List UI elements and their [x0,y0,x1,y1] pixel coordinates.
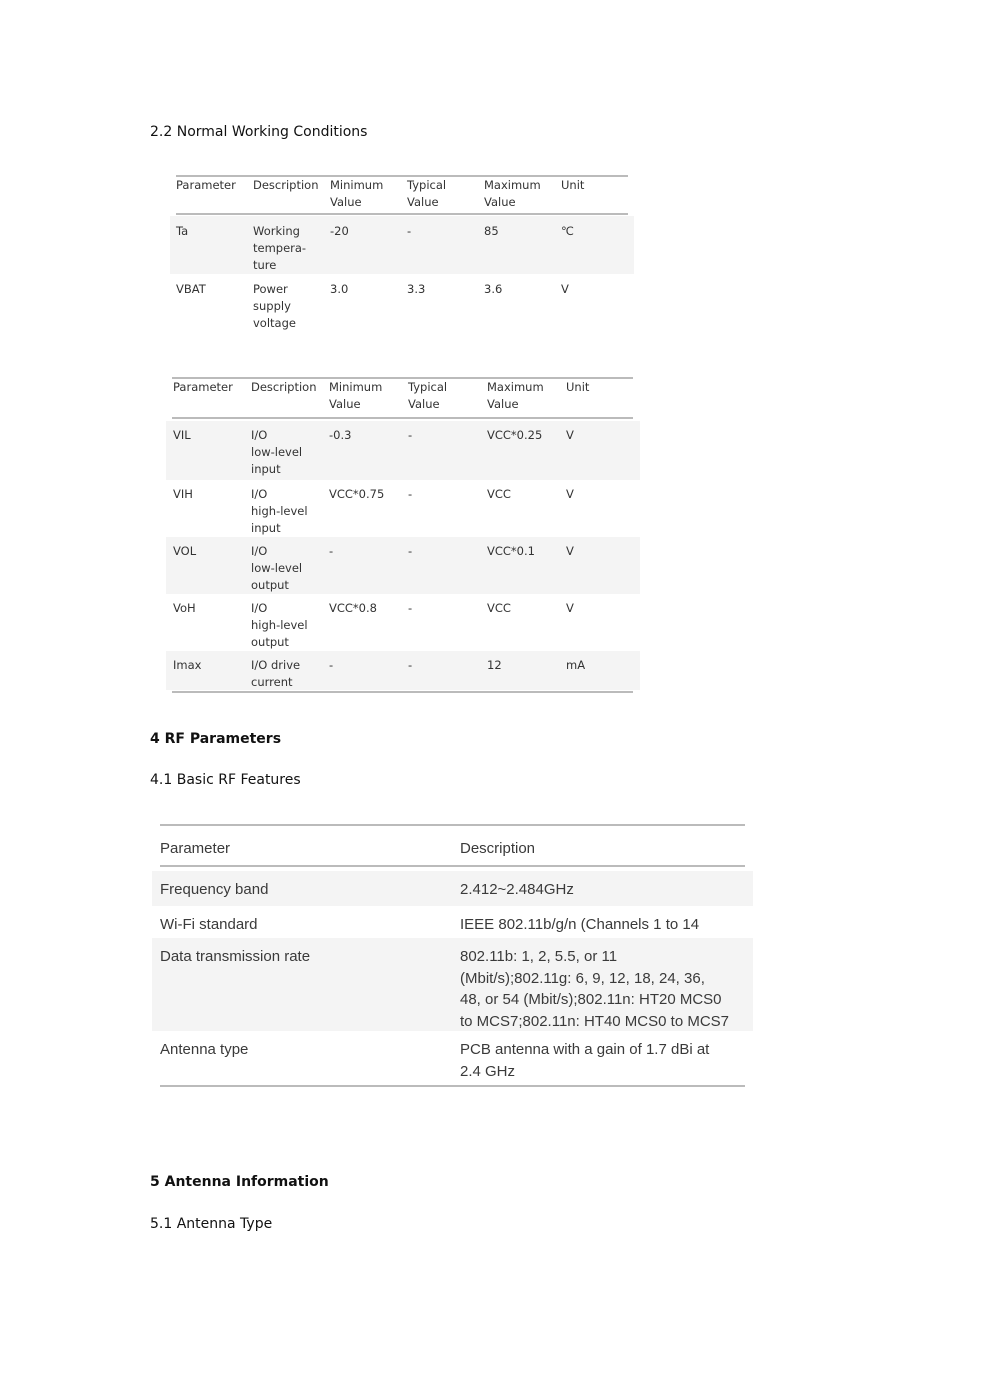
header-cell: Description [460,840,536,857]
table-cell: VCC*0.8 [329,601,377,615]
table-cell: VCC*0.1 [487,544,535,558]
table-cell: VOL [173,544,197,558]
table-cell: Wi-Fi standard [160,916,258,933]
section-heading-4-1: 4.1 Basic RF Features [150,772,301,788]
table-cell: VIL [173,428,191,442]
table-cell: - [329,544,334,558]
table-cell: - [408,428,413,442]
table-cell: ℃ [561,224,574,238]
table-cell: Frequency band [160,881,269,898]
table-bottom-rule [160,1085,745,1087]
section-heading-2-2: 2.2 Normal Working Conditions [150,124,368,140]
table-cell: Power supply voltage [253,282,296,330]
table-cell: VCC [487,487,511,501]
header-cell: Parameter [173,380,233,394]
table-cell: I/O drive current [251,658,301,689]
table-cell: 2.412~2.484GHz [460,881,574,898]
table-cell: VBAT [176,282,206,296]
table-cell: 85 [484,224,499,238]
table-cell: VCC*0.25 [487,428,543,442]
table-cell: VIH [173,487,193,501]
table-cell: - [407,224,412,238]
table-cell: Data transmission rate [160,948,311,965]
table-cell: I/O low-level output [251,544,303,592]
table-cell: 3.3 [407,282,426,296]
table-cell: -0.3 [329,428,352,442]
header-cell: Minimum Value [330,178,384,209]
table-cell: I/O low-level input [251,428,303,476]
table-cell: Working tempera- ture [253,224,307,272]
table-cell: Imax [173,658,202,672]
table-cell: 3.0 [330,282,349,296]
section-heading-5: 5 Antenna Information [150,1174,329,1190]
table-cell: I/O high-level input [251,487,308,535]
table-cell: IEEE 802.11b/g/n (Channels 1 to 14 [460,916,700,933]
table-cell: VCC*0.75 [329,487,385,501]
table-cell: 12 [487,658,502,672]
table-cell: PCB antenna with a gain of 1.7 dBi at 2.4 GHz [460,1041,710,1080]
table-cell: - [408,487,413,501]
header-cell: Typical Value [407,178,447,209]
header-cell: Typical Value [408,380,448,411]
header-cell: Maximum Value [484,178,541,209]
table-cell: V [566,544,574,558]
table-cell: Ta [176,224,189,238]
table-cell: - [408,658,413,672]
header-cell: Minimum Value [329,380,383,411]
section-heading-4: 4 RF Parameters [150,731,282,747]
table-cell: 802.11b: 1, 2, 5.5, or 11 (Mbit/s);802.11g: 6, 9, 12, 18, 24, 36, 48, or 54 (Mbit/s);802.11n: HT20 MCS0 to MCS7;802.11n: HT40 MCS0 to MCS7 [460,948,730,1030]
header-cell: Unit [566,380,590,394]
table-cell: V [566,601,574,615]
table-cell: - [408,544,413,558]
table-cell: Antenna type [160,1041,249,1058]
table-cell: V [566,487,574,501]
table-cell: VCC [487,601,511,615]
table-header-rule [160,865,745,867]
header-cell: Maximum Value [487,380,544,411]
table-cell: I/O high-level output [251,601,308,649]
table-cell: mA [566,658,586,672]
header-cell: Description [251,380,317,394]
table-top-rule [160,824,745,826]
header-cell: Parameter [160,840,231,857]
table-cell: V [561,282,569,296]
header-cell: Parameter [176,178,236,192]
header-cell: Unit [561,178,585,192]
table-cell: VoH [173,601,196,615]
section-heading-5-1: 5.1 Antenna Type [150,1216,273,1232]
table-cell: - [329,658,334,672]
table-cell: -20 [330,224,349,238]
header-cell: Description [253,178,319,192]
table-cell: - [408,601,413,615]
table-cell: V [566,428,574,442]
table-cell: 3.6 [484,282,503,296]
